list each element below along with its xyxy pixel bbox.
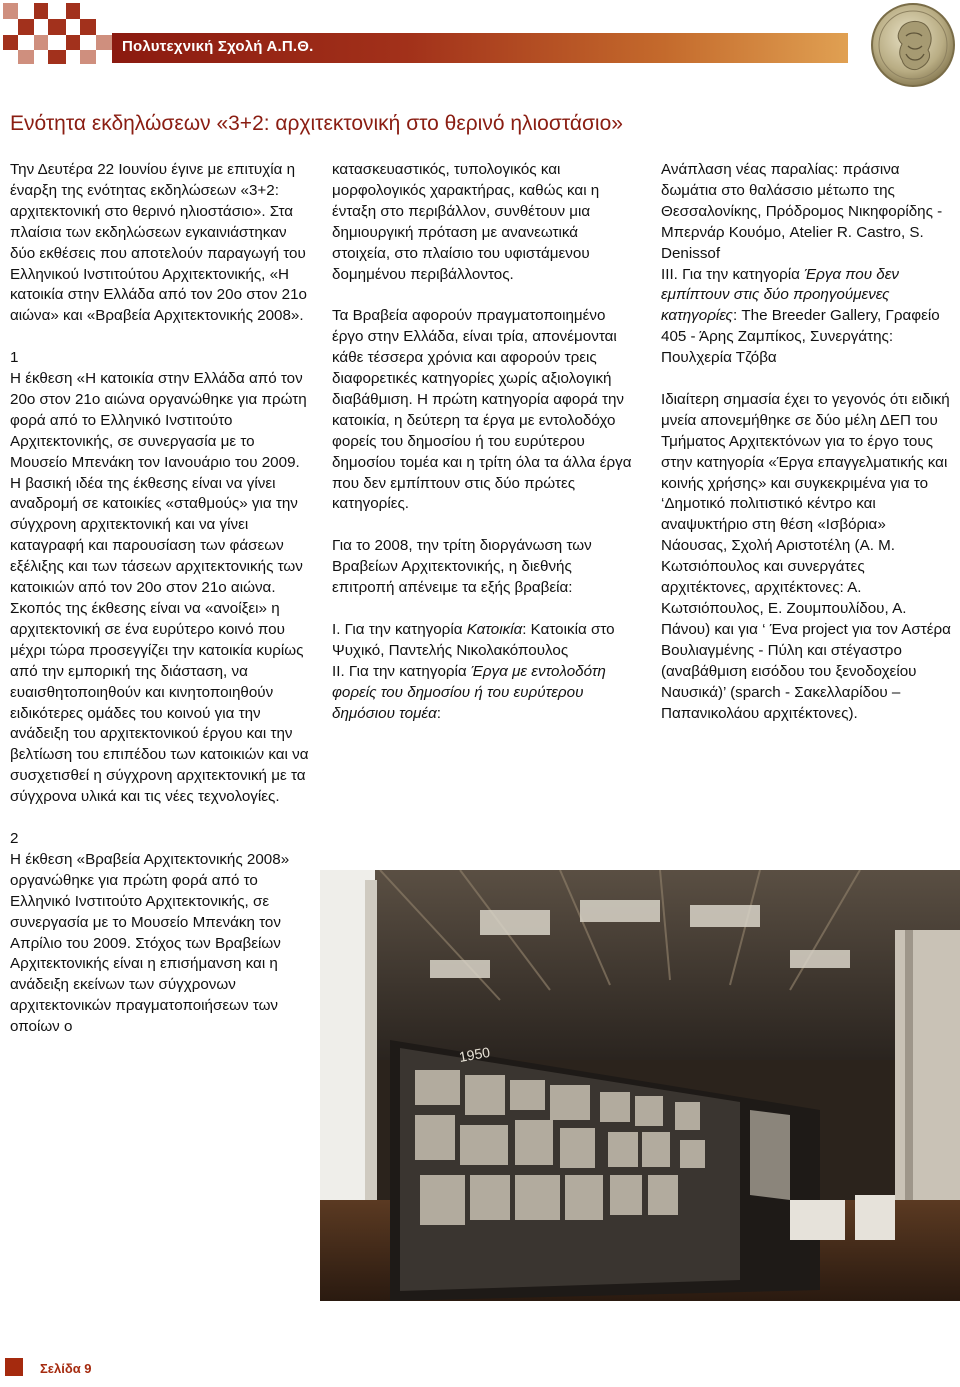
special-mention-paragraph: Ιδιαίτερη σημασία έχει το γεγονός ότι ειδική μνεία απονεμήθηκε σε δύο μέλη ΔΕΠ του Τμήματος Αρχιτεκτόνων για το έργο τους στην κατηγορία «Έργα επαγγελματικής και κοινής χρήσης» και συγκεκριμένα για το ‘Δημοτικό πολιτιστικό κέντρο και αναψυκτήριο στη θέση «Ισβόρια» Νάουσας, Σχολή Αριστοτέλη (Α. Μ. Κωτσιόπουλος και συνεργάτες αρχιτέκτονες, αρχιτέκτονες: Α. Κωτσιόπουλος, Ε. Ζουμπουλίδου, Α. Πάνου) και για ‘ Ένα project για τον Αστέρα Βουλιαγμένης - Πύλη και στέγαστρο (αναβάθμιση εισόδου του ξενοδοχείου Ναυσικά)’ (sparch - Σακελλαρίδου – Παπανικολάου αρχιτέκτονες). [661, 390, 951, 722]
section-title: Ενότητα εκδηλώσεων «3+2: αρχιτεκτονική στο θερινό ηλιοστάσιο» [10, 112, 623, 135]
criteria-paragraph: κατασκευαστικός, τυπολογικός και μορφολογικός χαρακτήρας, καθώς και η ένταξη στο περιβάλλον, συνθέτουν μια δημιουργική πρόταση με ανανεωτικά στοιχεία, στο πλαίσιο του υφιστάμενου δομημένου περιβάλλοντος. [332, 161, 600, 283]
footer-marker [5, 1358, 23, 1376]
column-3 [661, 160, 956, 724]
school-name: Πολυτεχνική Σχολή Α.Π.Θ. [122, 38, 314, 55]
award-category-2: II. Για την κατηγορία Έργα με εντολοδότη φορείς του δημοσίου ή του ευρύτερου δημόσιου τομέα: [332, 662, 606, 722]
award-category-3: III. Για την κατηγορία Έργα που δεν εμπίπτουν στις δύο προηγούμενες κατηγορίες: The Breeder Gallery, Γραφείο 405 - Άρης Ζαμπίκος, Συνεργάτης: Πουλχερία Τζόβα [661, 265, 940, 367]
awards-paragraph: Τα Βραβεία αφορούν πραγματοποιημένο έργο στην Ελλάδα, είναι τρία, απονέμονται κάθε τέσσερα χρόνια και αφορούν τρεις διαφορετικές κατηγορίες χωρίς αξιολογική διαβάθμιση. Η πρώτη κατηγορία αφορά την κατοικία, η δεύτερη τα έργα με εντολοδόχο φορείς του δημοσίου ή του ευρύτερου δημοσίου τομέα και η τρίτη όλα τα άλλα έργα που δεν εμπίπτουν στις δύο πρώτες κατηγορίες. [332, 307, 632, 513]
exhibition-2-paragraph: Η έκθεση «Βραβεία Αρχιτεκτονικής 2008» οργανώθηκε για πρώτη φορά από το Ελληνικό Ινστιτούτο Αρχιτεκτονικής, σε συνεργασία με το Μουσείο Μπενάκη τον Απρίλιο του 2009. Στόχος των Βραβείων Αρχιτεκτονικής είναι η επισήμανση και η ανάδειξη εκείνων των σύγχρονων αρχιτεκτονικών πραγματοποιήσεων των οποίων ο [10, 850, 290, 1036]
award-category-1: I. Για την κατηγορία Κατοικία: Κατοικία στο Ψυχικό, Παντελής Νικολακόπουλος [332, 620, 615, 659]
wall-year-label: 1950 [457, 1043, 492, 1065]
page-number: Σελίδα 9 [40, 1361, 92, 1376]
column-1 [10, 160, 310, 1038]
note-number-2: 2 [10, 829, 19, 847]
intro-paragraph: Την Δευτέρα 22 Ιουνίου έγινε με επιτυχία η έναρξη της ενότητας εκδηλώσεων «3+2: αρχιτεκτονική στο θερινό ηλιοστάσιο». Στα πλαίσια των εκδηλώσεων εγκαινιάστηκαν δύο εκθέσεις που αποτελούν παραγωγή του Ελληνικού Ινστιτούτου Αρχιτεκτονικής, «Η κατοικία στην Ελλάδα από τον 20ο στον 21ο αιώνα» και «Βραβεία Αρχιτεκτονικής 2008». [10, 161, 308, 325]
exhibition-hall-photo [320, 870, 960, 1301]
university-seal-icon [870, 2, 956, 88]
note-number-1: 1 [10, 349, 19, 367]
awards-2008-paragraph: Για το 2008, την τρίτη διοργάνωση των Βραβείων Αρχιτεκτονικής, η διεθνής επιτροπή απένειμε τα εξής βραβεία: [332, 537, 592, 597]
column-2 [332, 160, 637, 724]
exhibition-1-paragraph: Η έκθεση «Η κατοικία στην Ελλάδα από τον 20ο στον 21ο αιώνα οργανώθηκε για πρώτη φορά από το Ελληνικό Ινστιτούτο Αρχιτεκτονικής, σε συνεργασία με το Μουσείο Μπενάκη τον Ιανουάριο του 2009. Η βασική ιδέα της έκθεσης είναι να γίνει αναδρομή σε κατοικίες «σταθμούς» για την σύγχρονη αρχιτεκτονική και να γίνει καταγραφή και παρουσίαση των φάσεων εξέλιξης και των τάσεων αρχιτεκτονικής των κατοικιών από τον 20ο στον 21ο αιώνα. Σκοπός της έκθεσης είναι να «ανοίξει» η αρχιτεκτονική σε ένα ευρύτερο κοινό που μέχρι τώρα προσεγγίζει την κατοικία κυρίως από την εμπορική της διάσταση, να ευαισθητοποιηθούν και κινητοποιηθούν ειδικότερες ομάδες του κοινού για την ανάδειξη του αρχιτεκτονικού έργου και την βελτίωση του επιπέδου των κατοικιών και να συσχετισθεί η σύγχρονη αρχιτεκτονική με τα σύγχρονα υλικά και τις νέες τεχνολογίες. [10, 370, 309, 806]
award-category-2-winner: Ανάπλαση νέας παραλίας: πράσινα δωμάτια στο θαλάσσιο μέτωπο της Θεσσαλονίκης, Πρόδρομος Νικηφορίδης - Μπερνάρ Κουόμο, Atelier R. Castro, S. Denissof [661, 161, 943, 262]
